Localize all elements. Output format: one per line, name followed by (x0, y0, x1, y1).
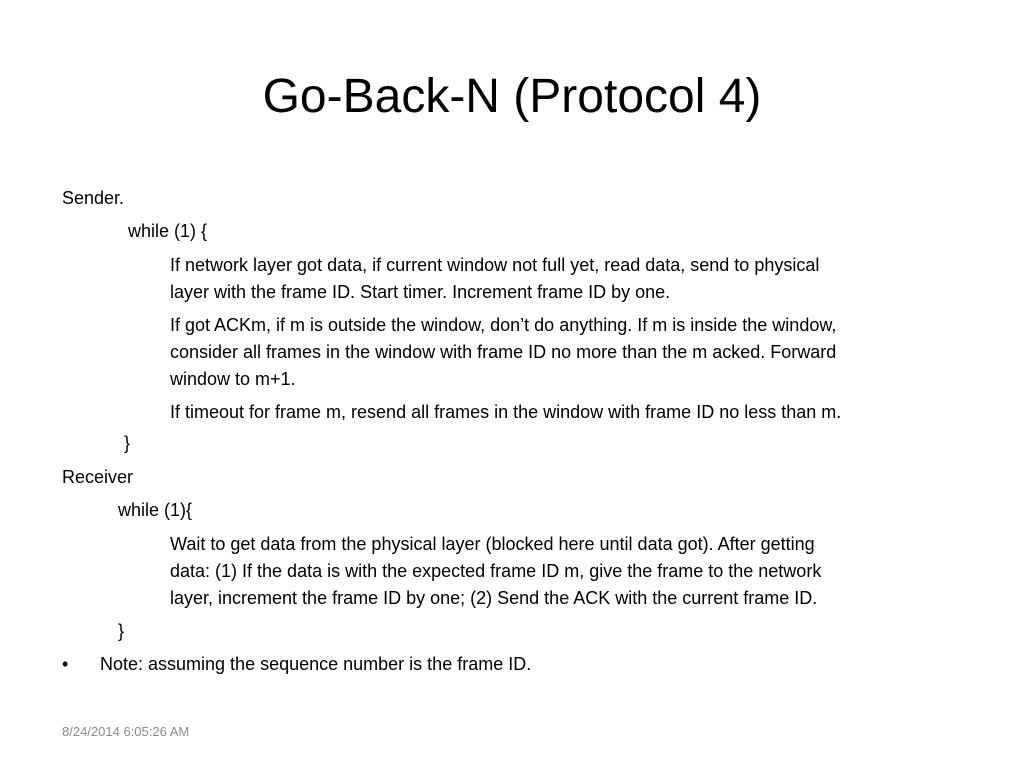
sender-para-3-line-1: If timeout for frame m, resend all frames in the window with frame ID no less than m. (170, 402, 842, 422)
sender-para-2-line-3: window to m+1. (170, 369, 296, 389)
sender-label: Sender. (62, 188, 125, 208)
receiver-para-1-line-1: Wait to get data from the physical layer (blocked here until data got). After getting (170, 534, 815, 554)
sender-para-1-line-1: If network layer got data, if current window not full yet, read data, send to physical (170, 255, 820, 275)
receiver-label: Receiver (62, 467, 134, 487)
sender-para-2-line-1: If got ACKm, if m is outside the window, don’t do anything. If m is inside the window, (170, 315, 837, 335)
sender-para-1-line-2: layer with the frame ID. Start timer. Increment frame ID by one. (170, 282, 671, 302)
sender-loop-close: } (124, 433, 131, 453)
receiver-loop-open: while (1){ (118, 500, 193, 520)
receiver-para-1-line-3: layer, increment the frame ID by one; (2) Send the ACK with the current frame ID. (170, 588, 818, 608)
sender-para-2-line-2: consider all frames in the window with frame ID no more than the m acked. Forward (170, 342, 837, 362)
receiver-para-1-line-2: data: (1) If the data is with the expected frame ID m, give the frame to the network (170, 561, 822, 581)
sender-loop-open: while (1) { (128, 221, 208, 241)
note-text: Note: assuming the sequence number is the frame ID. (100, 654, 532, 674)
slide-title: Go-Back-N (Protocol 4) (262, 70, 762, 123)
note-bullet: • (62, 654, 69, 674)
receiver-loop-close: } (118, 621, 125, 641)
footer-timestamp: 8/24/2014 6:05:26 AM (62, 724, 190, 739)
